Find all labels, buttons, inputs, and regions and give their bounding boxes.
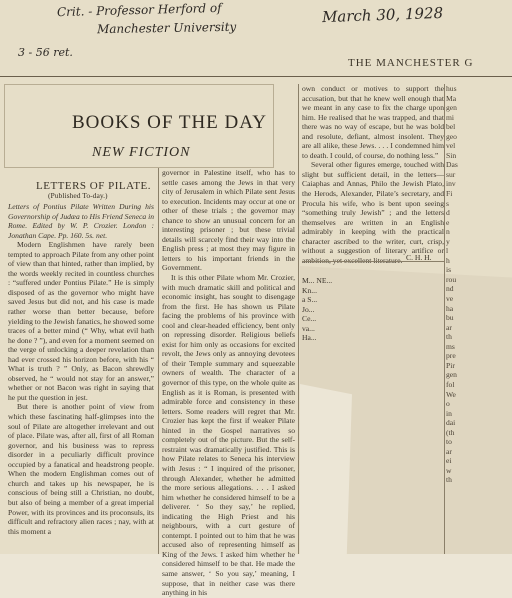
- adjacent-fragment-text: [302, 276, 444, 386]
- article-paragraph: It is this other Pilate whom Mr. Crozier, with much dramatic skill and political and economic insight, has sought to disengage from the first. He has shown us Pilate facing the problems of his province with cool and clear-headed efficiency, bent only on repressing disorder. Religious beliefs exist for him only as occasions for excited revolt, the Jews only as annoying devotees of their Temple summary and squeezable owners of wealth. The character of a governor of this type, on the whole quite as English as it is Roman, is presented with admirable force and consistency in these letters. Some readers will regret that Mr. Crozier has kept the first if weaker Pilate hinted in the Gospel narratives so completely out of the picture. But the self-restraint was dramatically justified. This is how Pilate relates to Seneca his interview with Jesus : “ I inquired of the prisoner, through Alexander, whether he admitted the more serious allegations. . . . I asked him whether he considered himself to be a deliverer. ‘ So they say,’ he replied, indicating the High Priest and his neighbours, with a curt gesture of contempt. I pointed out to him that he was accused also of representing himself as King of the Jews. I asked him whether he considered himself to be that. He made the same answer, ‘ So you say,’ meaning, I suppose, that in neither case was there anything in his: [162, 273, 295, 598]
- cut-off-line: Ma: [446, 93, 457, 103]
- cut-off-line: is: [446, 265, 452, 275]
- cut-off-line: d: [446, 208, 450, 218]
- cut-off-line: gen: [446, 103, 457, 113]
- section-subtitle: NEW FICTION: [92, 145, 191, 160]
- fragment-line: va...: [302, 323, 315, 333]
- cut-off-line: bu: [446, 313, 454, 323]
- cut-off-line: nd: [446, 284, 454, 294]
- cut-off-line: s: [446, 198, 449, 208]
- column-end-rule: [302, 261, 444, 262]
- cut-off-line: sur: [446, 169, 456, 179]
- cut-off-line: ms: [446, 341, 455, 351]
- cut-off-line: geo: [446, 131, 457, 141]
- fragment-line: Ce...: [302, 314, 317, 324]
- cut-off-line: th: [446, 332, 452, 342]
- cut-off-line: n: [446, 227, 450, 237]
- cut-off-line: mi: [446, 112, 455, 122]
- cut-off-line: o: [446, 399, 450, 409]
- fragment-line: Jo...: [302, 304, 315, 314]
- cut-off-line: ve: [446, 294, 454, 304]
- fragment-line: a S...: [302, 295, 318, 305]
- reviewer-initials: C. H. H.: [406, 253, 432, 262]
- column-divider: [298, 84, 299, 554]
- handwritten-reviewer-note: Crit. - Professor Herford of: [56, 0, 222, 20]
- cut-off-line: l: [446, 246, 449, 256]
- article-paragraph: own conduct or motives to support the accusation, but that he knew well enough that we meant in any case to fix the charge upon him. He realised that he was trapped, and that there was no way of escape, but he was bold and resolute, defiant, almost insolent. They are all alike, these Jews. . . . I condemned him to death. I could, of course, do nothing less.”: [302, 84, 444, 160]
- cut-off-line: inv: [446, 179, 456, 189]
- cut-off-line: th: [446, 475, 452, 485]
- cut-off-column: [446, 84, 512, 554]
- cut-off-line: w: [446, 465, 452, 475]
- fragment-line: M... NE...: [302, 276, 333, 285]
- article-column-1: [8, 202, 154, 554]
- cut-off-line: gen: [446, 370, 457, 380]
- cut-off-line: bel: [446, 122, 456, 132]
- torn-paper-edge: [300, 384, 352, 554]
- cut-off-line: ar: [446, 446, 452, 456]
- cut-off-line: ar: [446, 322, 452, 332]
- handwritten-margin-mark: 3 - 56 ret.: [18, 46, 73, 59]
- cut-off-line: Das: [446, 160, 458, 170]
- cut-off-line: in: [446, 408, 452, 418]
- cut-off-line: Fi: [446, 189, 453, 199]
- column-divider: [444, 84, 445, 554]
- cut-off-line: h: [446, 255, 450, 265]
- cut-off-line: e: [446, 217, 450, 227]
- newspaper-masthead: THE MANCHESTER G: [348, 57, 474, 69]
- column-divider: [158, 168, 159, 554]
- handwritten-date: March 30, 1928: [321, 3, 444, 27]
- handwritten-affiliation-note: Manchester University: [96, 19, 237, 37]
- cut-off-line: Pir: [446, 360, 455, 370]
- cut-off-line: vel: [446, 141, 456, 151]
- article-column-2: [162, 168, 295, 598]
- article-title: LETTERS OF PILATE.: [36, 180, 152, 192]
- cut-off-line: dai: [446, 418, 456, 428]
- cut-off-line: y: [446, 236, 450, 246]
- cut-off-line: pre: [446, 351, 456, 361]
- cut-off-line: (th: [446, 427, 455, 437]
- article-paragraph: Modern Englishmen have rarely been tempted to approach Pilate from any other point of view than that hinted, rather than implied, by the words weekly recited in countless churches : “suffered under Pontius Pilate.” He is simply disposed of as the governor who might have saved Jesus but did not, and his case is made rather worse than better because, before yielding to the Jewish fanatics, he showed some traces of a better mind (“ Why, what evil hath he done ? ”), and even for a moment seemed on the verge of unlocking a deeper revelation than had ever crossed his horizon before, with his “ What is truth ? ” Only, as Bacon shrewdly observed, he “ would not stay for an answer,” whether or not Bacon was right in saying that he put the question in jest.: [8, 240, 154, 402]
- masthead-rule: [0, 76, 512, 77]
- cut-off-line: We: [446, 389, 456, 399]
- cut-off-line: fol: [446, 379, 455, 389]
- fragment-line: Ha...: [302, 333, 317, 343]
- article-published-note: (Published To-day.): [48, 191, 108, 200]
- cut-off-line: Sin: [446, 150, 457, 160]
- article-paragraph: But there is another point of view from which these fascinating half-glimpses into the soul of Pilate are altogether irrelevant and out of place. Pilate was, after all, first of all Roman governor, and his business was to repress disorder in a peculiarly difficult province occupied by a fanatical and headstrong people. When the modern Englishman comes out of church and takes up his newspaper, he is conscious of being still a Christian, no doubt, but also of being a member of a great imperial Power, with its provinces and its proconsuls, its difficult and refractory alien races ; nay, with at this moment a: [8, 402, 154, 536]
- book-citation: Letters of Pontius Pilate Written During his Governorship of Judæa to His Friend Seneca in Rome. Edited by W. P. Crozier. London : Jonathan Cape. Pp. 160. 5s. net.: [8, 202, 154, 240]
- article-paragraph: governor in Palestine itself, who has to settle cases among the Jews in that very city of Jerusalem in which Pilate sent Jesus to execution. Incidents may occur at one or other of these trials ; the governor may chance to show an unusual concern for an interesting prisoner ; but these trivial details will scarcely find their way into the English press ; at most they may figure in letters to his important friends in the Government.: [162, 168, 295, 273]
- article-paragraph: Several other figures emerge, touched with slight but sufficient detail, in the letters—Caiaphas and Annas, Philo the Jewish Plato, the Herods, Alexander, Pilate’s secretary, and Procula his wife, who is bent upon seeing “something truly Jewish” ; and the letters themselves are written in an English admirably in keeping with the practical character ascribed to the writer, curt, crisp, without a suggestion of literary artifice or ambition, yet excellent literature.: [302, 160, 444, 265]
- cut-off-line: rou: [446, 274, 457, 284]
- cut-off-line: to: [446, 437, 452, 447]
- section-title: BOOKS OF THE DAY: [72, 112, 267, 133]
- cut-off-line: ha: [446, 303, 454, 313]
- cut-off-line: hus: [446, 84, 457, 93]
- cut-off-line: ei: [446, 456, 452, 466]
- fragment-line: Kn...: [302, 285, 317, 295]
